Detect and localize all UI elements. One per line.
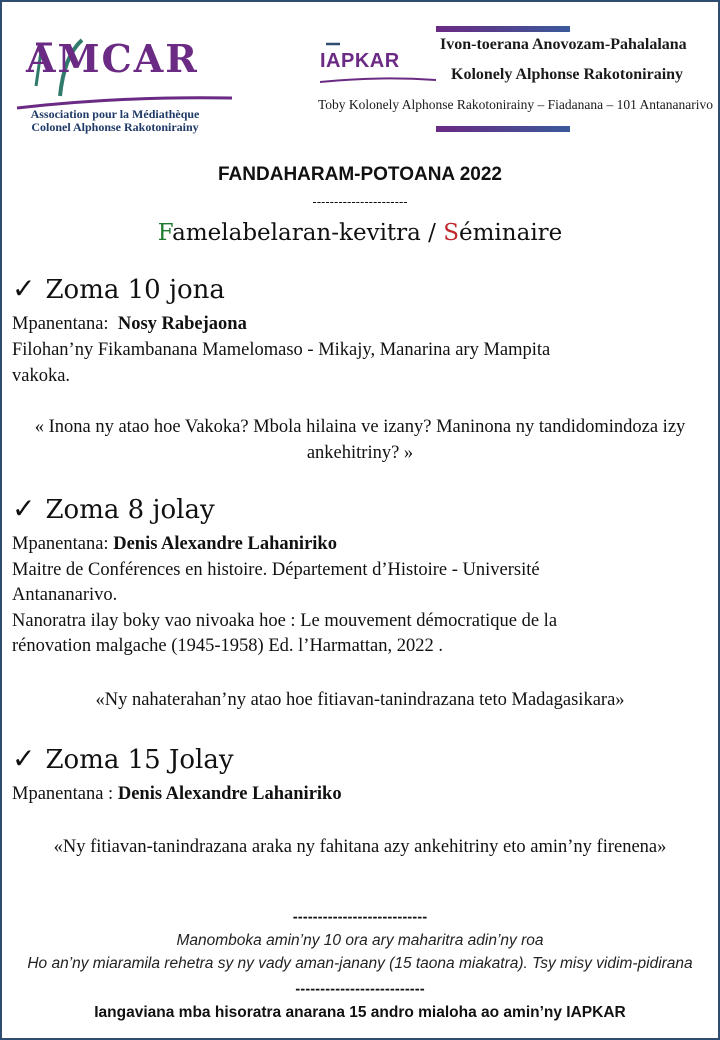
checkmark-icon: ✓ <box>12 492 36 525</box>
page-title: FANDAHARAM-POTOANA 2022 <box>218 164 502 185</box>
session-1-date: Zoma 10 jona <box>45 275 225 305</box>
iapkar-bottom-bar <box>436 126 570 132</box>
title-divider: ---------------------- <box>312 195 408 209</box>
session-2-desc-line1: Maitre de Conférences en histoire. Département d’Histoire - Université <box>12 560 540 580</box>
speaker-name: Denis Alexandre Lahaniriko <box>113 534 337 554</box>
session-3-speaker <box>12 784 342 805</box>
iapkar-top-bar <box>436 26 570 32</box>
iapkar-title-line2: Kolonely Alphonse Rakotonirainy <box>451 66 684 83</box>
session-2-desc-line3: Nanoratra ilay boky vao nivoaka hoe : Le mouvement démocratique de la <box>12 611 558 631</box>
checkmark-icon: ✓ <box>12 742 36 775</box>
session-1-desc-line2: vakoka. <box>12 366 71 386</box>
checkmark-icon: ✓ <box>12 272 36 305</box>
session-3-quote: «Ny fitiavan-tanindrazana araka ny fahitana azy ankehitriny eto amin’ny firenena» <box>53 837 667 857</box>
speaker-name: Denis Alexandre Lahaniriko <box>117 784 342 804</box>
session-2-speaker <box>12 534 337 555</box>
amcar-sub-line2: Colonel Alphonse Rakotonirainy <box>31 120 199 134</box>
iapkar-address: Toby Kolonely Alphonse Rakotonirainy – Fiadanana – 101 Antananarivo <box>318 97 713 112</box>
speaker-label: Mpanentana: <box>12 534 109 554</box>
session-2-date: Zoma 8 jolay <box>45 495 215 525</box>
info-divider-bottom: -------------------------- <box>295 982 425 996</box>
session-2-quote: «Ny nahaterahan’ny atao hoe fitiavan-tanindrazana teto Madagasikara» <box>95 690 625 710</box>
info-line-time: Manomboka amin’ny 10 ora ary maharitra adin’ny roa <box>176 932 544 949</box>
subtitle-end: éminaire <box>459 220 563 246</box>
session-1-desc-line1: Filohan’ny Fikambanana Mamelomaso - Mikajy, Manarina ary Mampita <box>12 340 551 360</box>
page-subtitle <box>0 220 720 246</box>
amcar-sub-line1: Association pour la Médiathèque <box>30 107 200 121</box>
info-divider-top: --------------------------- <box>292 910 428 924</box>
speaker-label: Mpanentana: <box>12 314 109 334</box>
subtitle-middle: amelabelaran-kevitra / <box>172 220 444 246</box>
subtitle-initial-f: F <box>157 220 173 246</box>
session-3-heading <box>12 742 234 775</box>
iapkar-title-line1: Ivon-toerana Anovozam-Pahalalana <box>440 36 687 53</box>
session-1-heading <box>12 272 225 305</box>
session-2-desc-line2: Antananarivo. <box>12 585 118 605</box>
iapkar-wordmark: IAPKAR <box>320 50 400 72</box>
session-2-heading <box>12 492 215 525</box>
session-2-desc-line4: rénovation malgache (1945-1958) Ed. l’Harmattan, 2022 . <box>12 636 444 656</box>
session-1-speaker <box>12 314 247 335</box>
subtitle-initial-s: S <box>443 220 460 246</box>
speaker-label: Mpanentana : <box>12 784 114 804</box>
speaker-name: Nosy Rabejaona <box>117 314 247 334</box>
session-3-date: Zoma 15 Jolay <box>45 745 234 775</box>
amcar-wordmark: AMCAR <box>26 36 199 81</box>
info-line-audience: Ho an’ny miaramila rehetra sy ny vady aman-janany (15 taona miakatra). Tsy misy vidim-pidirana <box>27 955 693 972</box>
registration-note: Iangaviana mba hisoratra anarana 15 andro mialoha ao amin’ny IAPKAR <box>94 1004 626 1021</box>
session-1-quote: « Inona ny atao hoe Vakoka? Mbola hilaina ve izany? Maninona ny tandidomindoza izy ankehitriny? » <box>34 417 686 463</box>
amcar-subtitle <box>30 108 200 134</box>
